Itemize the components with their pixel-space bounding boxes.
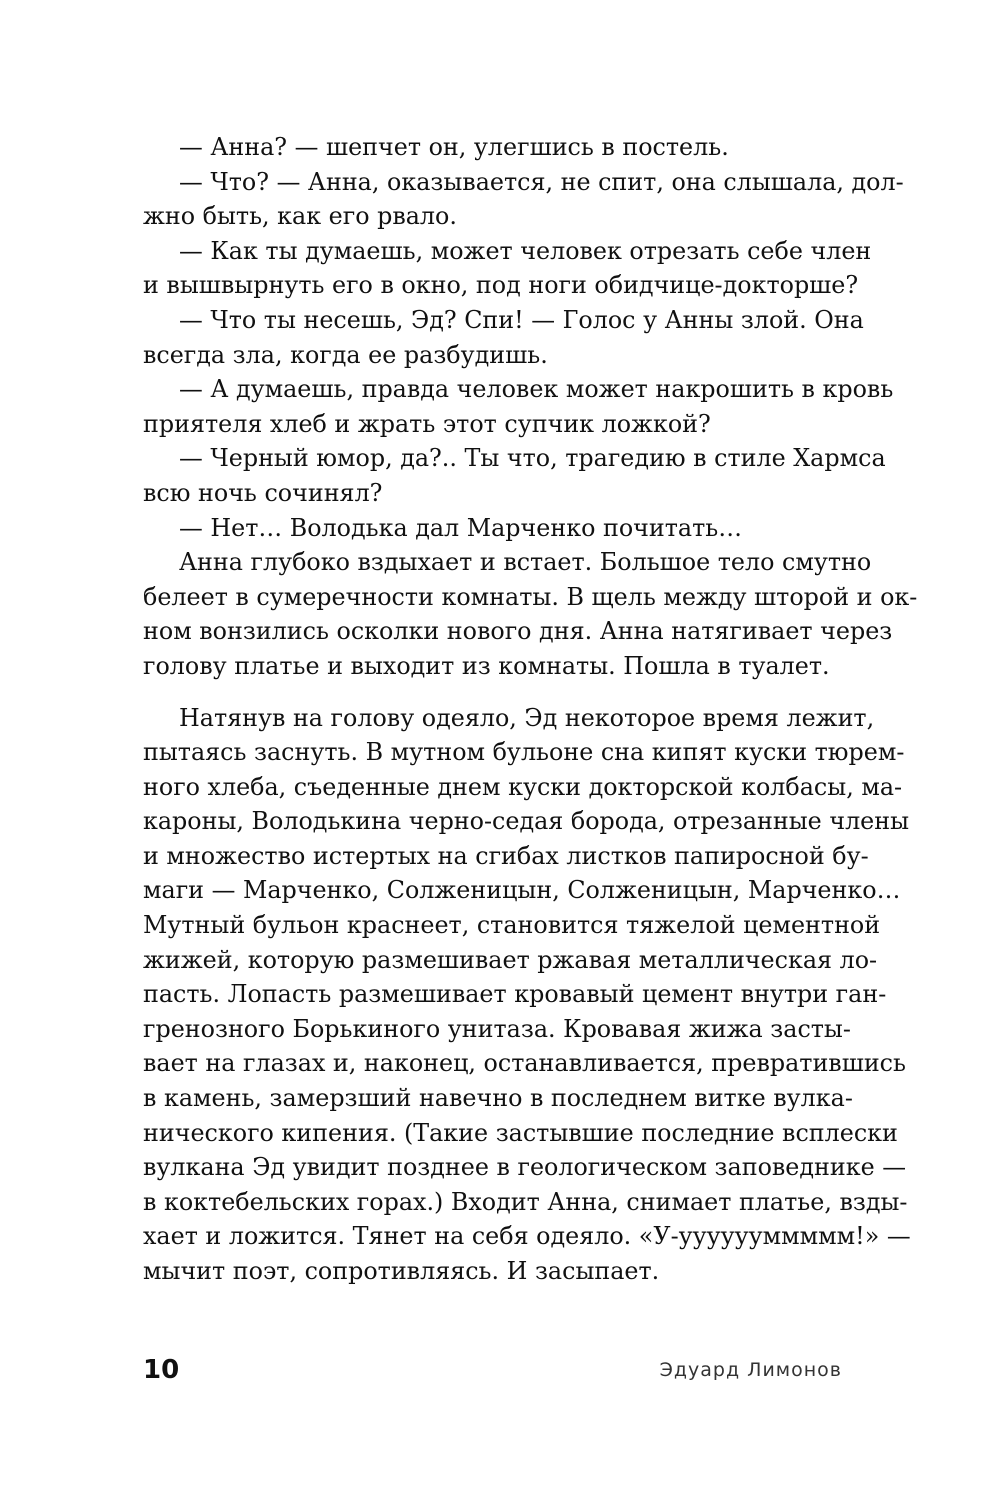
body-text xyxy=(143,130,918,1289)
text-line: мычит поэт, сопротивляясь. И засыпает. xyxy=(143,1257,660,1285)
text-line: — Как ты думаешь, может человек отрезать себе член xyxy=(179,236,872,265)
text-line: — Что ты несешь, Эд? Спи! — Голос у Анны злой. Она xyxy=(179,305,864,334)
text-line: всегда зла, когда ее разбудишь. xyxy=(143,340,548,369)
text-line: жно быть, как его рвало. xyxy=(143,202,457,231)
text-line: приятеля хлеб и жрать этот супчик ложкой? xyxy=(143,409,711,438)
text-line: голову платье и выходит из комнаты. Пошла в туалет. xyxy=(143,651,830,680)
text-line: всю ночь сочинял? xyxy=(143,478,383,507)
text-line: маги — Марченко, Солженицын, Солженицын, Марченко… xyxy=(143,876,901,905)
text-line: белеет в сумеречности комнаты. В щель между шторой и ок- xyxy=(143,582,918,611)
text-line: пытаясь заснуть. В мутном бульоне сна кипят куски тюрем- xyxy=(143,738,905,767)
text-line: — Анна? — шепчет он, улегшись в постель. xyxy=(179,133,729,161)
text-line: вает на глазах и, наконец, останавливается, превратившись xyxy=(143,1049,906,1078)
text-line: жижей, которую размешивает ржавая металлическая ло- xyxy=(143,945,878,974)
text-line: ном вонзились осколки нового дня. Анна натягивает через xyxy=(143,617,893,646)
paragraph-spacer xyxy=(143,684,842,701)
text-line: гренозного Борькиного унитаза. Кровавая жижа засты- xyxy=(143,1014,851,1043)
page-footer xyxy=(143,1350,842,1390)
text-line: Анна глубоко вздыхает и встает. Большое тело смутно xyxy=(179,548,872,577)
text-line: кароны, Володькина черно-седая борода, отрезанные члены xyxy=(143,807,910,836)
text-line: в коктебельских горах.) Входит Анна, снимает платье, взды- xyxy=(143,1187,908,1216)
text-line: в камень, замерзший навечно в последнем витке вулка- xyxy=(143,1084,853,1113)
text-line: — Нет… Володька дал Марченко почитать… xyxy=(179,513,743,542)
text-line: — Что? — Анна, оказывается, не спит, она слышала, дол- xyxy=(179,167,904,196)
text-line: и множество истертых на сгибах листков папиросной бу- xyxy=(143,841,869,870)
text-line: пасть. Лопасть размешивает кровавый цемент внутри ган- xyxy=(143,980,887,1009)
text-line: Натянув на голову одеяло, Эд некоторое время лежит, xyxy=(179,703,875,732)
text-line: хает и ложится. Тянет на себя одеяло. «У-ууууууммммм!» — xyxy=(143,1222,911,1251)
text-line: — А думаешь, правда человек может накрошить в кровь xyxy=(179,375,894,404)
text-line: ного хлеба, съеденные днем куски докторской колбасы, ма- xyxy=(143,772,903,801)
text-line: Мутный бульон краснеет, становится тяжелой цементной xyxy=(143,911,881,940)
page-number: 10 xyxy=(143,1355,180,1385)
text-line: вулкана Эд увидит позднее в геологическом заповеднике — xyxy=(143,1153,907,1182)
running-head-author: Эдуард Лимонов xyxy=(659,1359,842,1381)
text-line: и вышвырнуть его в окно, под ноги обидчице-докторше? xyxy=(143,271,859,300)
text-line: нического кипения. (Такие застывшие последние всплески xyxy=(143,1118,898,1147)
text-line: — Черный юмор, да?.. Ты что, трагедию в стиле Хармса xyxy=(179,444,886,473)
